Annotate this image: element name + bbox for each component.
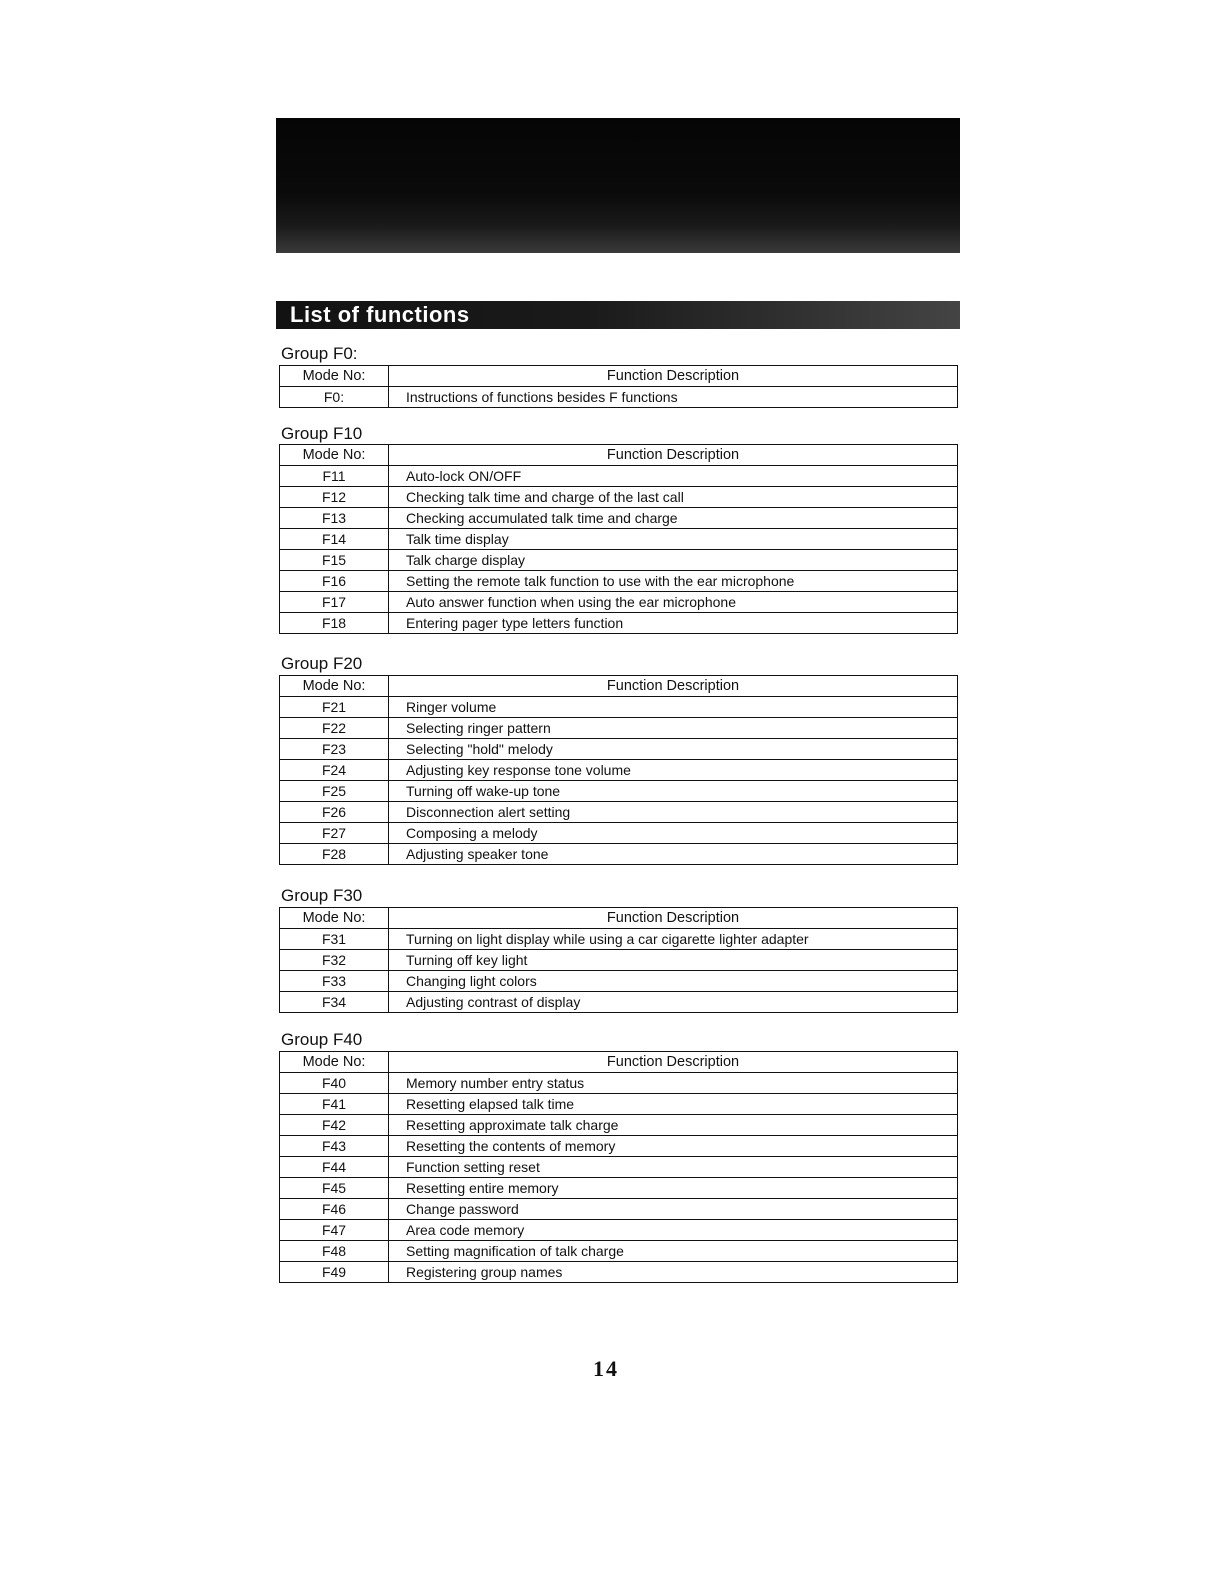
description-header: Function Description — [389, 676, 958, 697]
description-cell: Setting magnification of talk charge — [389, 1241, 958, 1262]
table-row — [280, 1115, 958, 1136]
mode-cell: F21 — [280, 697, 389, 718]
table-row — [280, 971, 958, 992]
description-cell: Instructions of functions besides F functions — [389, 387, 958, 408]
mode-cell: F27 — [280, 823, 389, 844]
table-row — [280, 387, 958, 408]
mode-cell: F47 — [280, 1220, 389, 1241]
mode-cell: F15 — [280, 550, 389, 571]
description-cell: Changing light colors — [389, 971, 958, 992]
table-header-row — [280, 1052, 958, 1073]
description-header: Function Description — [389, 908, 958, 929]
description-header: Function Description — [389, 1052, 958, 1073]
description-cell: Resetting entire memory — [389, 1178, 958, 1199]
mode-cell: F31 — [280, 929, 389, 950]
table-row — [280, 739, 958, 760]
mode-cell: F16 — [280, 571, 389, 592]
mode-cell: F12 — [280, 487, 389, 508]
mode-cell: F26 — [280, 802, 389, 823]
description-cell: Turning off wake-up tone — [389, 781, 958, 802]
mode-cell: F34 — [280, 992, 389, 1013]
table-row — [280, 697, 958, 718]
mode-cell: F24 — [280, 760, 389, 781]
mode-cell: F42 — [280, 1115, 389, 1136]
mode-cell: F32 — [280, 950, 389, 971]
description-cell: Selecting ringer pattern — [389, 718, 958, 739]
table-row — [280, 1073, 958, 1094]
section-title-bar — [276, 301, 960, 329]
function-table-f30 — [279, 907, 958, 1013]
table-row — [280, 1178, 958, 1199]
table-row — [280, 718, 958, 739]
table-row — [280, 992, 958, 1013]
table-header-row — [280, 445, 958, 466]
mode-header: Mode No: — [280, 366, 389, 387]
table-row — [280, 1241, 958, 1262]
table-header-row — [280, 908, 958, 929]
mode-cell: F44 — [280, 1157, 389, 1178]
table-row — [280, 781, 958, 802]
table-row — [280, 1199, 958, 1220]
description-cell: Composing a melody — [389, 823, 958, 844]
table-row — [280, 1157, 958, 1178]
description-cell: Checking accumulated talk time and charge — [389, 508, 958, 529]
description-cell: Adjusting key response tone volume — [389, 760, 958, 781]
mode-cell: F49 — [280, 1262, 389, 1283]
function-table-f10 — [279, 444, 958, 634]
function-table-f20 — [279, 675, 958, 865]
description-cell: Disconnection alert setting — [389, 802, 958, 823]
table-row — [280, 802, 958, 823]
mode-cell: F46 — [280, 1199, 389, 1220]
table-row — [280, 1136, 958, 1157]
mode-cell: F22 — [280, 718, 389, 739]
mode-cell: F18 — [280, 613, 389, 634]
mode-cell: F13 — [280, 508, 389, 529]
description-cell: Adjusting contrast of display — [389, 992, 958, 1013]
description-cell: Registering group names — [389, 1262, 958, 1283]
mode-cell: F28 — [280, 844, 389, 865]
function-table-f0 — [279, 365, 958, 408]
description-cell: Auto answer function when using the ear microphone — [389, 592, 958, 613]
group-heading-f40: Group F40 — [281, 1030, 363, 1049]
description-cell: Auto-lock ON/OFF — [389, 466, 958, 487]
description-cell: Ringer volume — [389, 697, 958, 718]
table-row — [280, 529, 958, 550]
table-header-row — [280, 676, 958, 697]
description-cell: Function setting reset — [389, 1157, 958, 1178]
mode-cell: F17 — [280, 592, 389, 613]
description-cell: Turning off key light — [389, 950, 958, 971]
mode-header: Mode No: — [280, 676, 389, 697]
description-cell: Adjusting speaker tone — [389, 844, 958, 865]
page-number: 14 — [593, 1356, 619, 1381]
mode-header: Mode No: — [280, 908, 389, 929]
header-banner — [276, 118, 960, 253]
mode-cell: F40 — [280, 1073, 389, 1094]
description-cell: Selecting "hold" melody — [389, 739, 958, 760]
description-cell: Setting the remote talk function to use with the ear microphone — [389, 571, 958, 592]
description-cell: Memory number entry status — [389, 1073, 958, 1094]
mode-cell: F41 — [280, 1094, 389, 1115]
description-cell: Entering pager type letters function — [389, 613, 958, 634]
mode-cell: F48 — [280, 1241, 389, 1262]
description-cell: Checking talk time and charge of the last call — [389, 487, 958, 508]
description-cell: Talk time display — [389, 529, 958, 550]
section-title: List of functions — [290, 302, 470, 327]
description-header: Function Description — [389, 445, 958, 466]
mode-cell: F0: — [280, 387, 389, 408]
mode-cell: F43 — [280, 1136, 389, 1157]
table-row — [280, 760, 958, 781]
table-row — [280, 950, 958, 971]
mode-cell: F11 — [280, 466, 389, 487]
group-heading-f10: Group F10 — [281, 424, 363, 443]
description-cell: Turning on light display while using a car cigarette lighter adapter — [389, 929, 958, 950]
mode-cell: F33 — [280, 971, 389, 992]
description-cell: Change password — [389, 1199, 958, 1220]
table-row — [280, 508, 958, 529]
table-header-row — [280, 366, 958, 387]
table-row — [280, 1262, 958, 1283]
table-row — [280, 1220, 958, 1241]
group-heading-f20: Group F20 — [281, 654, 363, 673]
description-cell: Area code memory — [389, 1220, 958, 1241]
table-row — [280, 613, 958, 634]
table-row — [280, 1094, 958, 1115]
description-cell: Resetting elapsed talk time — [389, 1094, 958, 1115]
group-heading-f30: Group F30 — [281, 886, 363, 905]
function-table-f40 — [279, 1051, 958, 1283]
description-cell: Resetting approximate talk charge — [389, 1115, 958, 1136]
table-row — [280, 823, 958, 844]
table-row — [280, 571, 958, 592]
description-header: Function Description — [389, 366, 958, 387]
mode-cell: F45 — [280, 1178, 389, 1199]
table-row — [280, 487, 958, 508]
table-row — [280, 929, 958, 950]
mode-cell: F14 — [280, 529, 389, 550]
description-cell: Resetting the contents of memory — [389, 1136, 958, 1157]
table-row — [280, 592, 958, 613]
table-row — [280, 844, 958, 865]
mode-cell: F25 — [280, 781, 389, 802]
mode-header: Mode No: — [280, 1052, 389, 1073]
mode-header: Mode No: — [280, 445, 389, 466]
table-row — [280, 550, 958, 571]
description-cell: Talk charge display — [389, 550, 958, 571]
mode-cell: F23 — [280, 739, 389, 760]
group-heading-f0: Group F0: — [281, 344, 358, 363]
table-row — [280, 466, 958, 487]
